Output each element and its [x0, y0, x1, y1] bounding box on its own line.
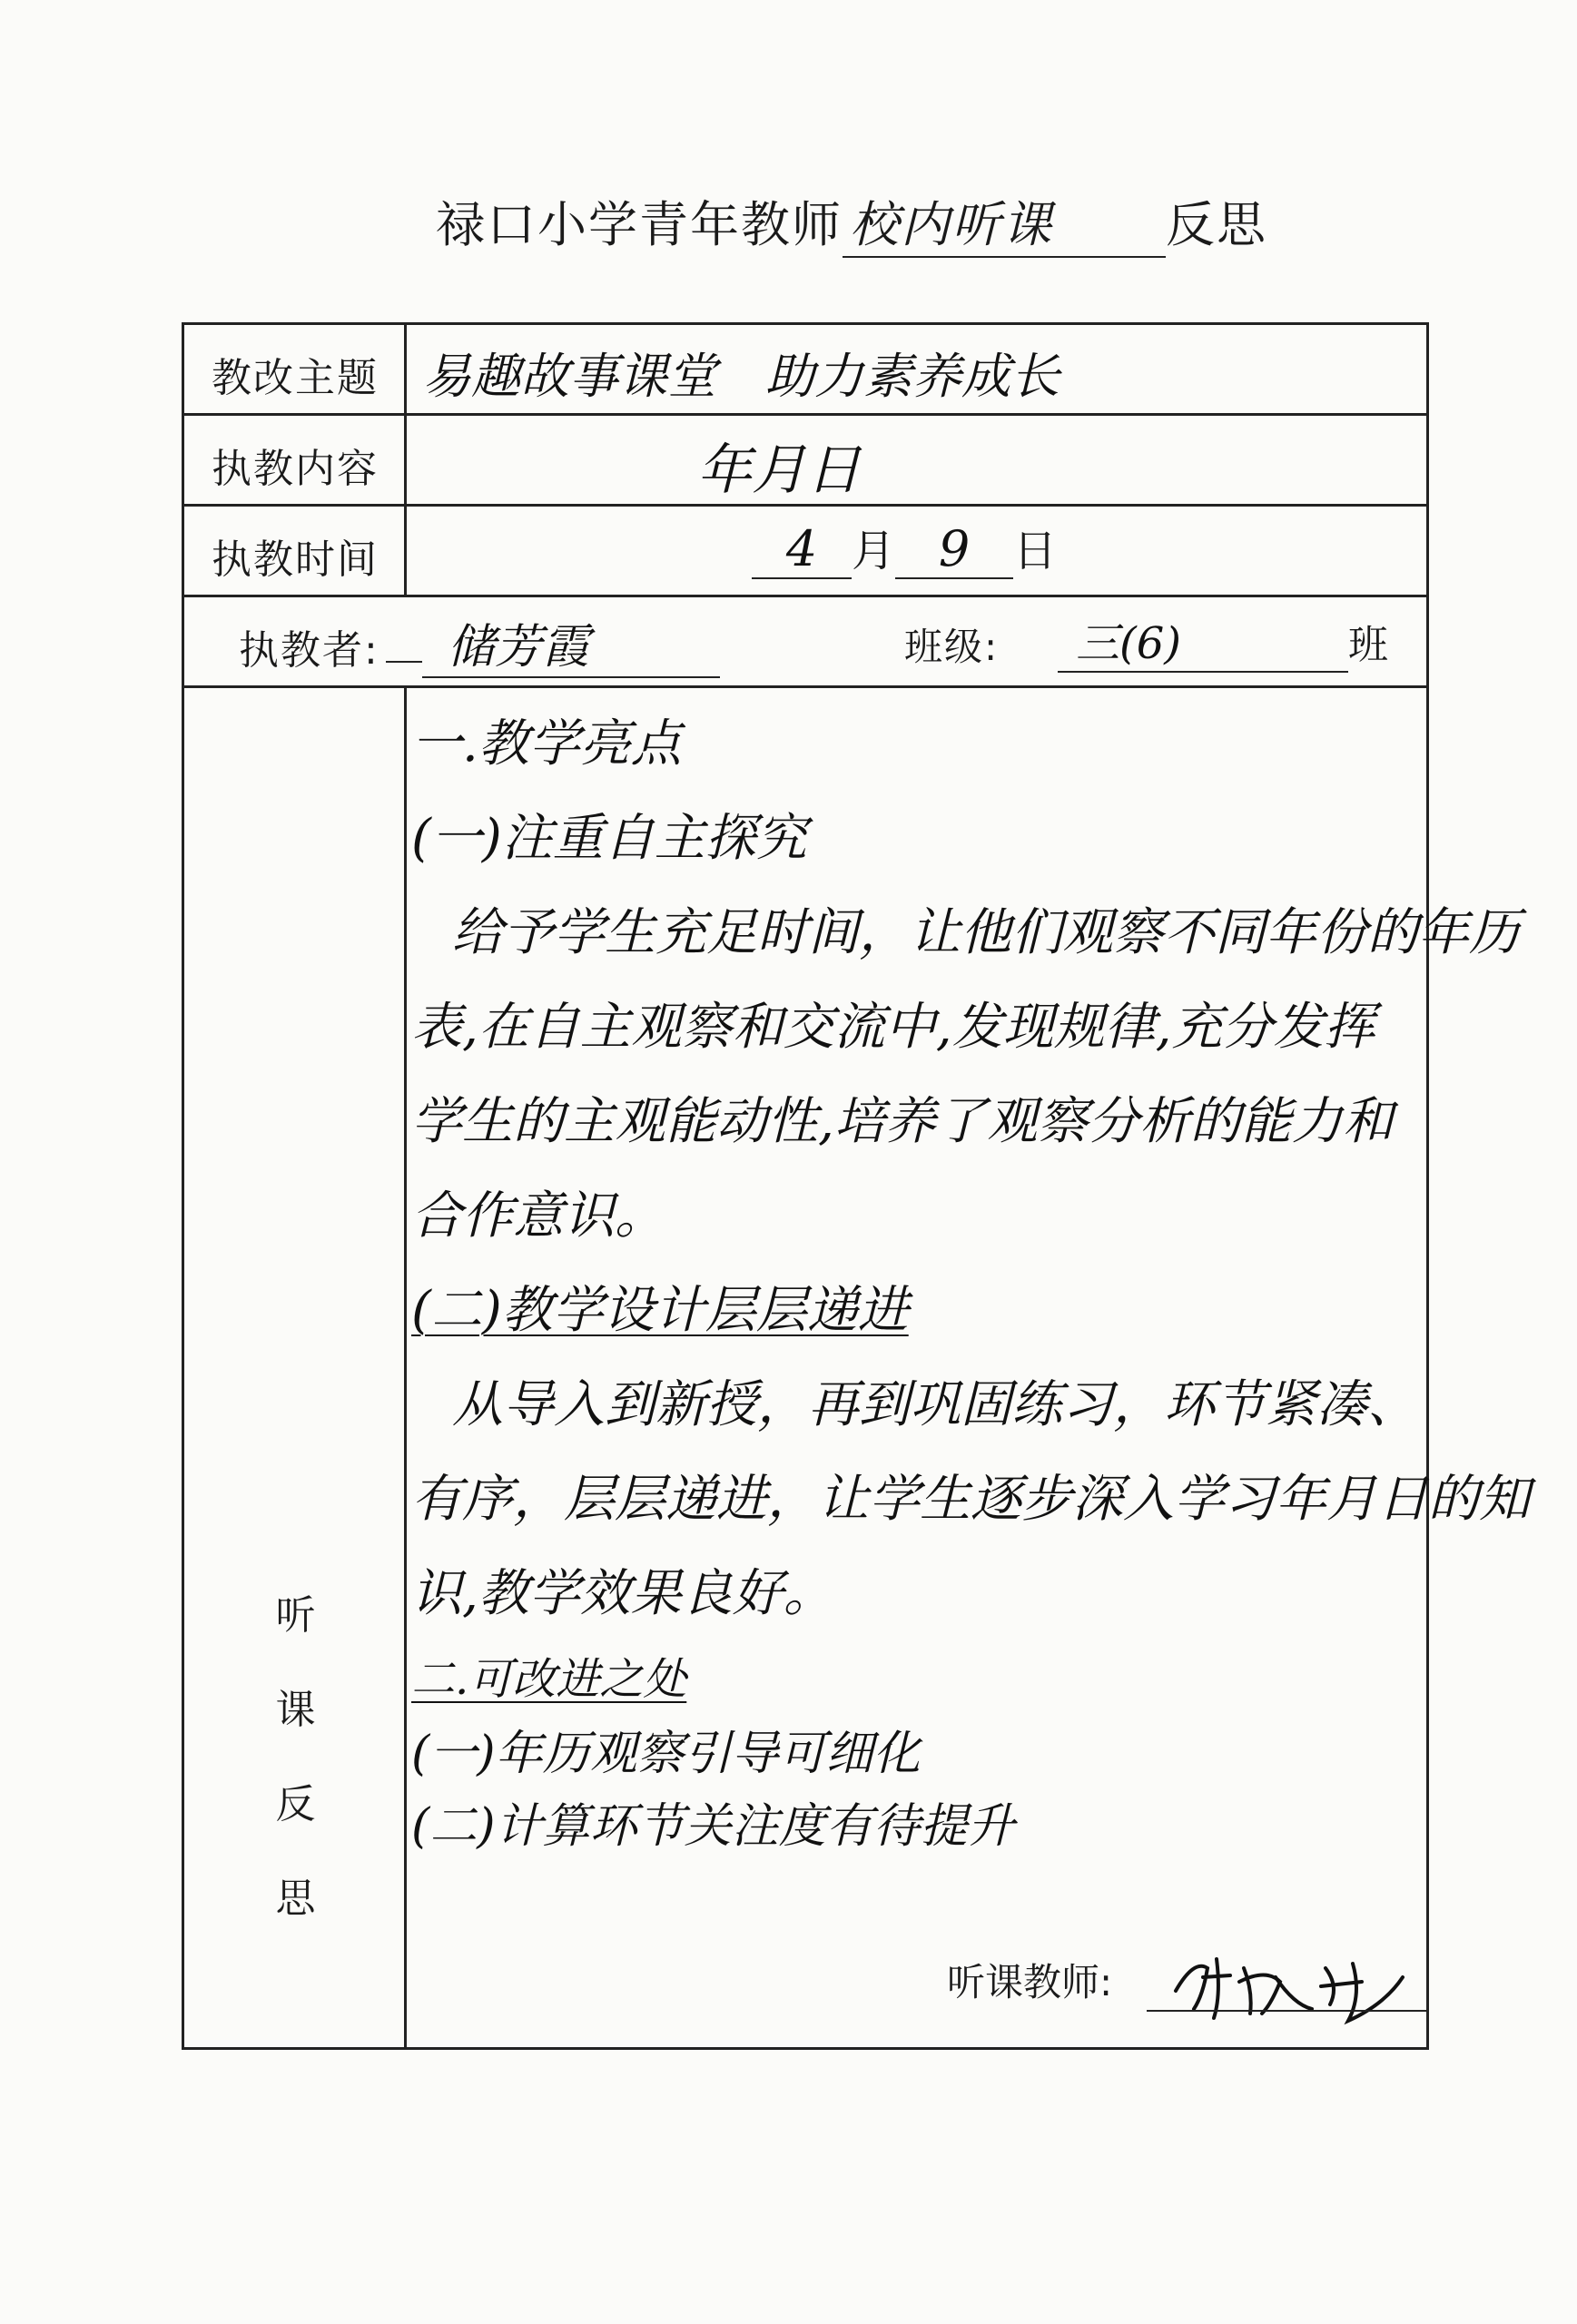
- s1-item1-line: 表,在自主观察和交流中,发现规律,充分发挥: [411, 998, 1375, 1057]
- s1-item2-heading: (二)教学设计层层递进: [411, 1281, 909, 1340]
- section1-heading: 一.教学亮点: [411, 714, 682, 773]
- s1-item1-heading: (一)注重自主探究: [411, 809, 807, 868]
- time-day: 9: [895, 520, 1013, 579]
- reflection-body: [411, 697, 1530, 1863]
- teacher-label: 执教者:: [239, 627, 379, 674]
- form-title: [436, 186, 1267, 258]
- content-label: 执教内容: [212, 446, 379, 492]
- observer-signature: [1167, 1941, 1412, 2027]
- reflection-label-char: 听: [275, 1592, 316, 1639]
- reflection-label-char: 反: [275, 1781, 316, 1827]
- content-value: 年月日: [697, 438, 861, 502]
- class-value-wrap: [1058, 608, 1388, 673]
- form-table: [182, 322, 1530, 2050]
- row-divider: [184, 595, 1426, 597]
- time-day-unit: 日: [1013, 526, 1058, 576]
- s2-item: (一)年历观察引导可细化: [411, 1727, 921, 1781]
- time-month-unit: 月: [852, 526, 896, 576]
- class-label: 班级:: [904, 625, 1000, 669]
- title-prefix: 禄口小学青年教师: [436, 196, 843, 253]
- class-unit: 班: [1348, 622, 1388, 668]
- time-value: [752, 516, 1057, 579]
- signature-underline: [1147, 2010, 1428, 2012]
- title-suffix: 反思: [1166, 196, 1267, 253]
- time-label: 执教时间: [212, 537, 379, 583]
- observer-label: 听课教师:: [947, 1960, 1113, 2004]
- row-divider: [184, 685, 1426, 688]
- section2-heading: 二.可改进之处: [411, 1654, 687, 1705]
- s1-item1-line: 给予学生充足时间，让他们观察不同年份的年历: [452, 903, 1520, 962]
- title-fill-in: 校内听课: [843, 186, 1166, 258]
- class-value: 三(6): [1058, 608, 1348, 673]
- s1-item2-line: 从导入到新授，再到巩固练习，环节紧凑、: [452, 1375, 1418, 1434]
- theme-value: 易趣故事课堂 助力素养成长: [422, 348, 1060, 405]
- s1-item2-line: 识,教学效果良好。: [411, 1564, 834, 1623]
- teacher-value-wrap: [386, 608, 720, 678]
- row-divider: [184, 413, 1426, 416]
- s1-item1-line: 合作意识。: [411, 1187, 665, 1246]
- time-month: 4: [752, 520, 852, 579]
- reflection-label-char: 思: [275, 1876, 316, 1922]
- s1-item1-line: 学生的主观能动性,培养了观察分析的能力和: [411, 1092, 1394, 1151]
- theme-label: 教改主题: [212, 355, 379, 401]
- teacher-value: 储芳霞: [422, 608, 720, 678]
- s2-item: (二)计算环节关注度有待提升: [411, 1799, 1015, 1854]
- reflection-label-char: 课: [275, 1687, 316, 1733]
- reflection-label: [184, 1569, 407, 1946]
- column-divider: [404, 325, 407, 595]
- s1-item2-line: 有序，层层递进，让学生逐步深入学习年月日的知: [411, 1470, 1530, 1529]
